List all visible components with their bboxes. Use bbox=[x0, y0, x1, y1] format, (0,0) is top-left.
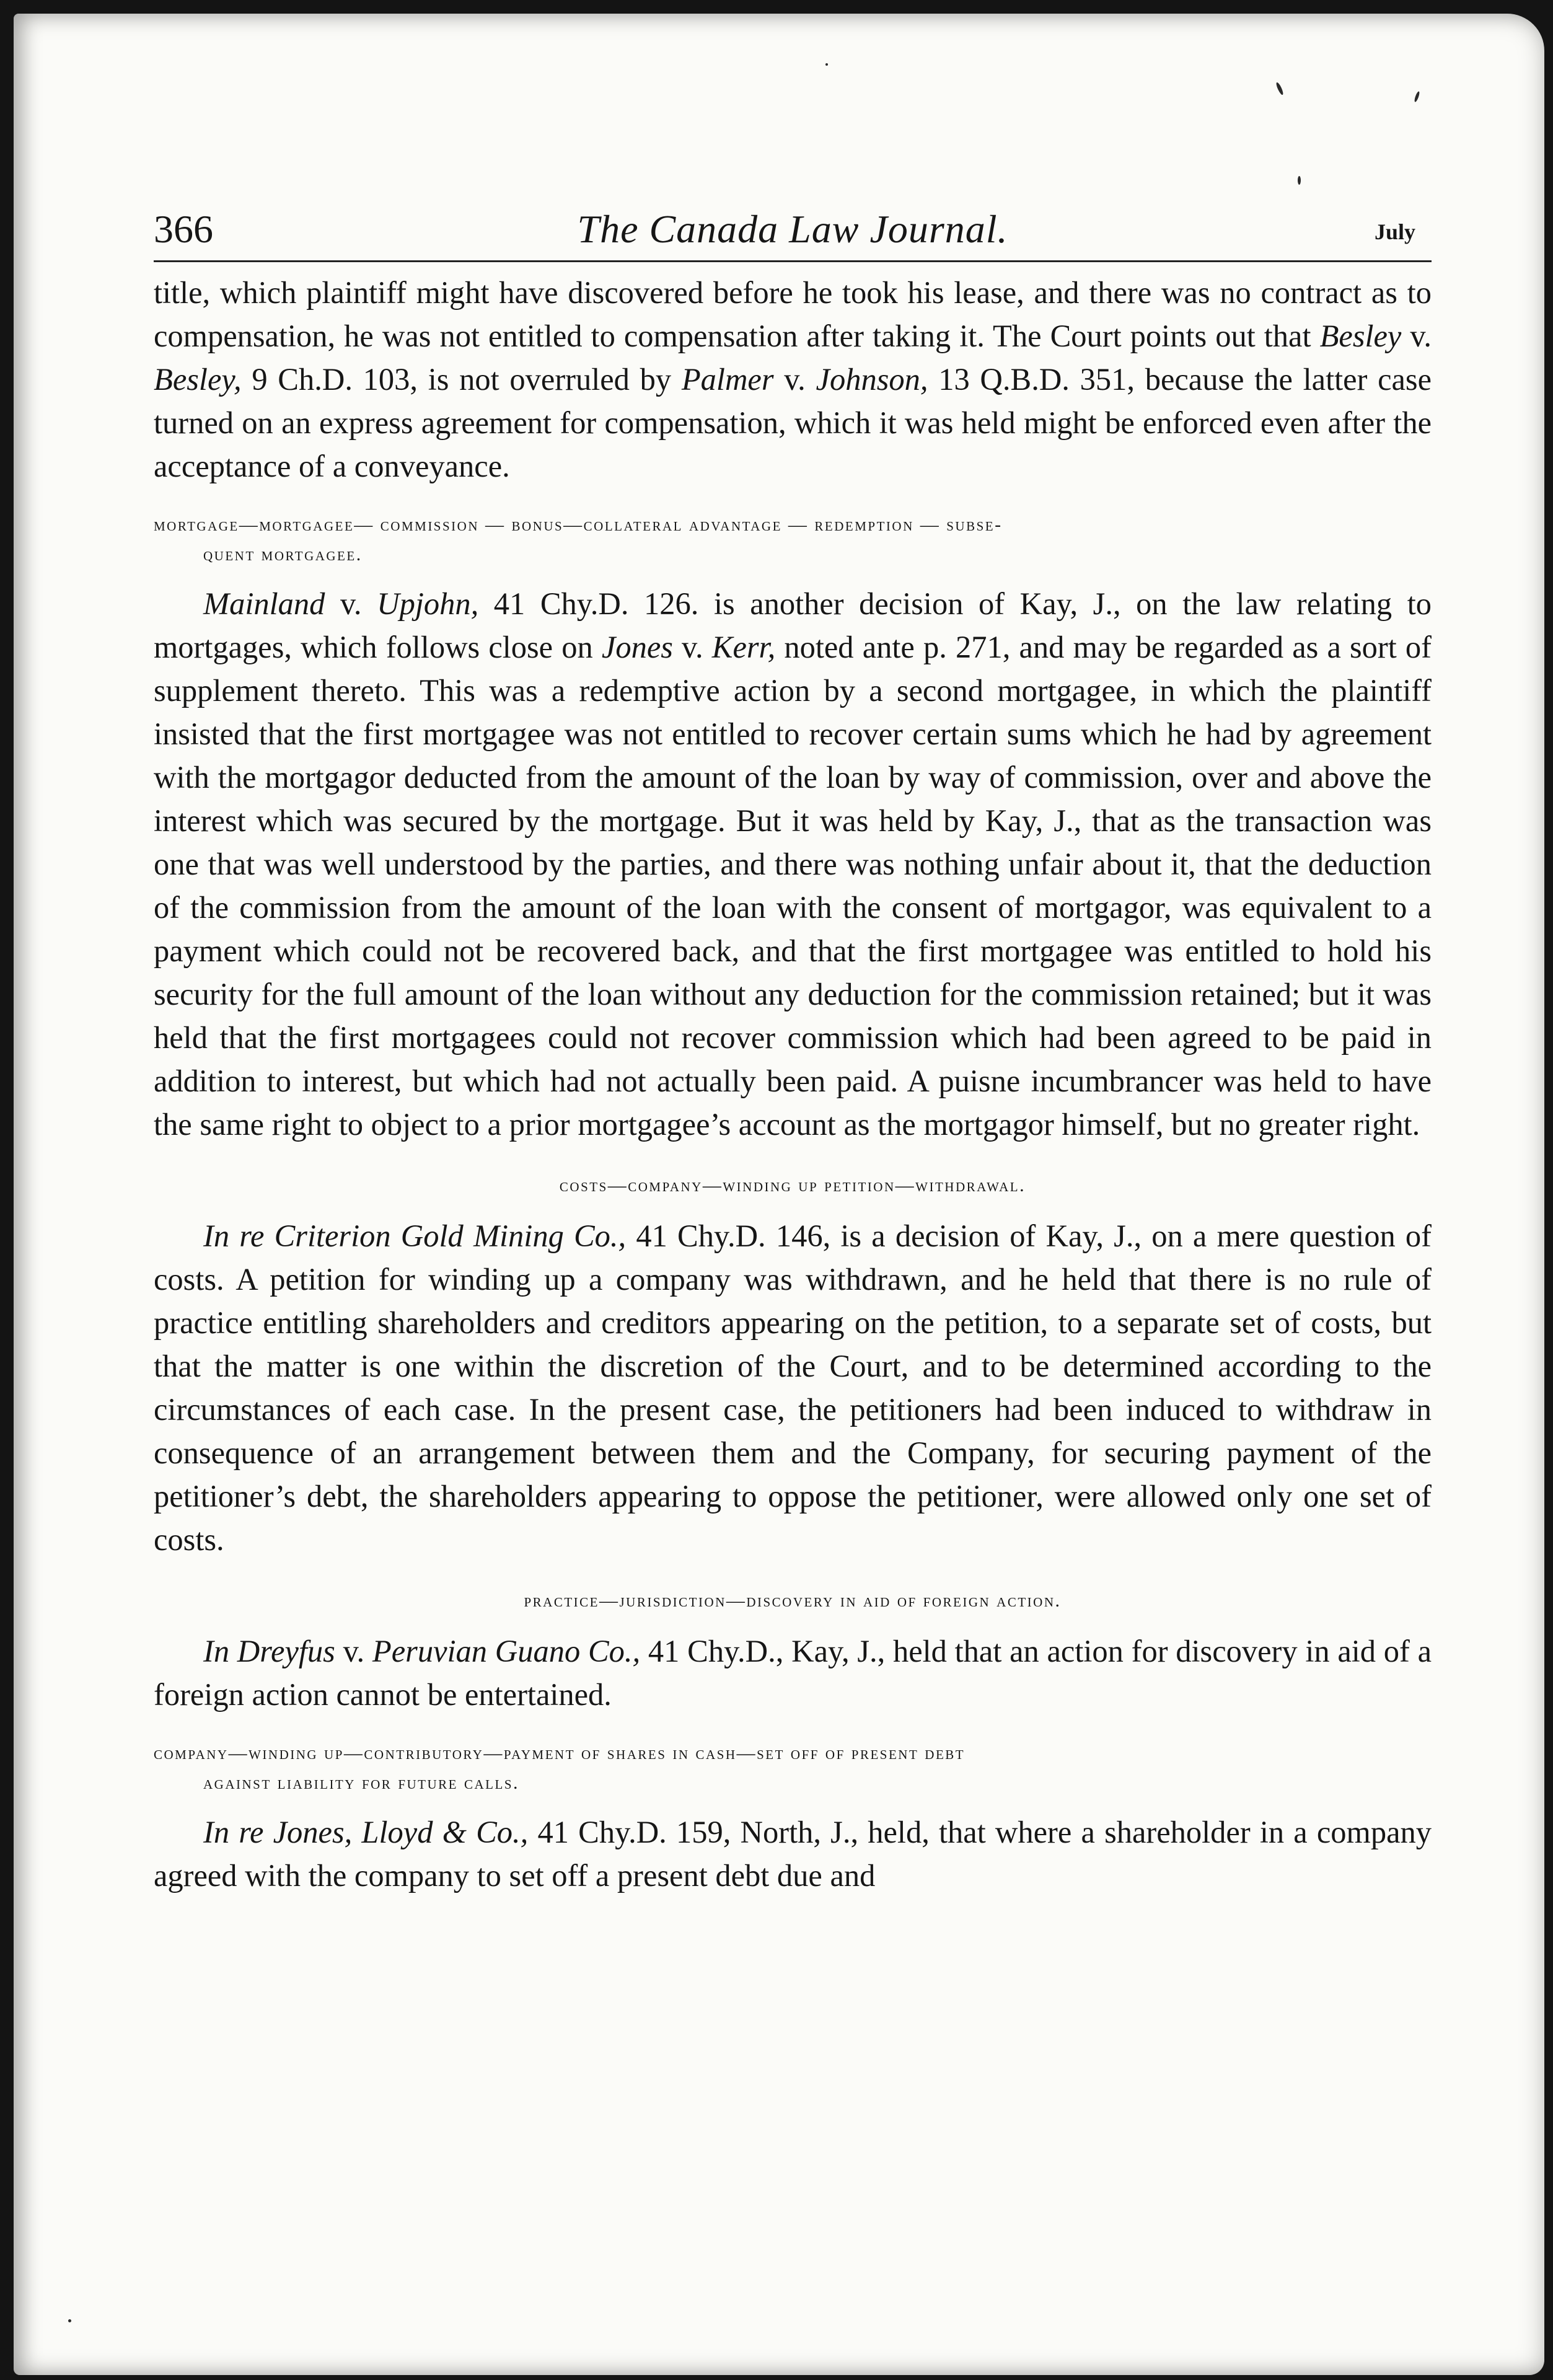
print-speck bbox=[68, 2319, 71, 2322]
body-text: 41 Chy.D. 126. is another decision of Kay, J., on the law relating to mortgages, which follows close on bbox=[154, 586, 1432, 664]
case-name: Besley, bbox=[154, 362, 242, 397]
case-name: In re Jones, Lloyd & Co., bbox=[203, 1815, 529, 1849]
case-name: Upjohn, bbox=[377, 586, 479, 621]
body-text: v. bbox=[773, 362, 816, 397]
section-heading-costs bbox=[154, 1171, 1432, 1201]
issue-month: July bbox=[1374, 219, 1415, 244]
body-text: v. bbox=[325, 586, 377, 621]
case-name: Palmer bbox=[681, 362, 774, 397]
case-name: In re Criterion Gold Mining Co., bbox=[203, 1219, 627, 1253]
page-number: 366 bbox=[154, 207, 213, 251]
case-name: Peruvian Guano Co., bbox=[372, 1634, 641, 1668]
case-name: In Dreyfus bbox=[203, 1634, 335, 1668]
body-text: 41 Chy.D. 159, North, J., held, that where a shareholder in a company agreed with the company to set off a present debt due and bbox=[154, 1815, 1432, 1893]
section-heading-practice bbox=[154, 1586, 1432, 1616]
body-text: v. bbox=[335, 1634, 372, 1668]
paragraph-jones-lloyd bbox=[154, 1810, 1432, 1897]
paragraph-mainland-v-upjohn bbox=[154, 582, 1432, 1146]
intro-paragraph bbox=[154, 271, 1432, 488]
print-speck bbox=[1298, 176, 1301, 185]
running-head bbox=[154, 205, 1432, 262]
section-heading-mortgage bbox=[154, 510, 1432, 570]
section-heading-company bbox=[154, 1739, 1432, 1798]
heading-text: mortgage—mortgagee— commission — bonus—collateral advantage — redemption — subse- bbox=[154, 514, 1003, 535]
print-speck bbox=[825, 63, 828, 66]
heading-text: costs—company—winding up petition—withdrawal. bbox=[559, 1175, 1026, 1196]
body-text: v. bbox=[672, 630, 712, 664]
body-text: 13 Q.B.D. 351, because the latter case turned on an express agreement for compensation, which it was held might be enforced even after the acceptance of a conveyance. bbox=[154, 362, 1432, 483]
case-name: Kerr, bbox=[711, 630, 776, 664]
journal-page bbox=[154, 205, 1432, 1897]
case-name: Jones bbox=[601, 630, 673, 664]
journal-title: The Canada Law Journal. bbox=[577, 207, 1008, 251]
body-text: 9 Ch.D. 103, is not overruled by bbox=[241, 362, 682, 397]
paragraph-criterion-gold-mining bbox=[154, 1214, 1432, 1561]
body-text: noted ante p. 271, and may be regarded as a sort of supplement thereto. This was a redemptive action by a second mortgagee, in which the plaintiff insisted that the first mortgagee was not entitled to recover certain sums which he had by agreement with the mortgagor deducted from the amount of the loan by way of commission, over and above the interest which was secured by the mortgage. But it was held by Kay, J., that as the transaction was one that was well understood by the parties, and there was nothing unfair about it, that the deduction of the commission from the amount of the loan with the consent of mortgagor, was equivalent to a payment which could not be recovered back, and that the first mortgagee was entitled to hold his security for the full amount of the loan without any deduction for the commission retained; but it was held that the first mortgagees could not recover commission which had been agreed to be paid in addition to interest, but which had not actually been paid. A puisne incumbrancer was held to have the same right to object to a prior mortgagee’s account as the mortgagor himself, but no greater right. bbox=[154, 630, 1432, 1142]
body-text: 41 Chy.D. 146, is a decision of Kay, J., on a mere question of costs. A petition for winding up a company was withdrawn, and he held that there is no rule of practice entitling shareholders and creditors appearing on the petition, to a separate set of costs, but that the matter is one within the discretion of the Court, and to be determined according to the circumstances of each case. In the present case, the petitioners had been induced to withdraw in consequence of an arrangement between them and the Company, for securing payment of the petitioner’s debt, the shareholders appearing to oppose the petitioner, were allowed only one set of costs. bbox=[154, 1219, 1432, 1557]
body-text: v. bbox=[1401, 319, 1432, 353]
case-name: Besley bbox=[1319, 319, 1402, 353]
body-text: 41 Chy.D., Kay, J., held that an action for discovery in aid of a foreign action cannot be entertained. bbox=[154, 1634, 1432, 1712]
paragraph-dreyfus-v-peruvian-guano bbox=[154, 1629, 1432, 1716]
case-name: Johnson, bbox=[816, 362, 928, 397]
heading-text: practice—jurisdiction—discovery in aid of foreign action. bbox=[524, 1590, 1062, 1611]
body-text: title, which plaintiff might have discovered before he took his lease, and there was no contract as to compensation, he was not entitled to compensation after taking it. The Court points out that bbox=[154, 275, 1432, 353]
heading-text-continued: against liability for future calls. bbox=[203, 1773, 519, 1793]
print-speck bbox=[1275, 82, 1285, 95]
print-speck bbox=[1414, 91, 1420, 103]
case-name: Mainland bbox=[203, 586, 325, 621]
heading-text: company—winding up—contributory—payment of shares in cash—set off of present debt bbox=[154, 1743, 966, 1763]
heading-text-continued: quent mortgagee. bbox=[203, 544, 363, 565]
